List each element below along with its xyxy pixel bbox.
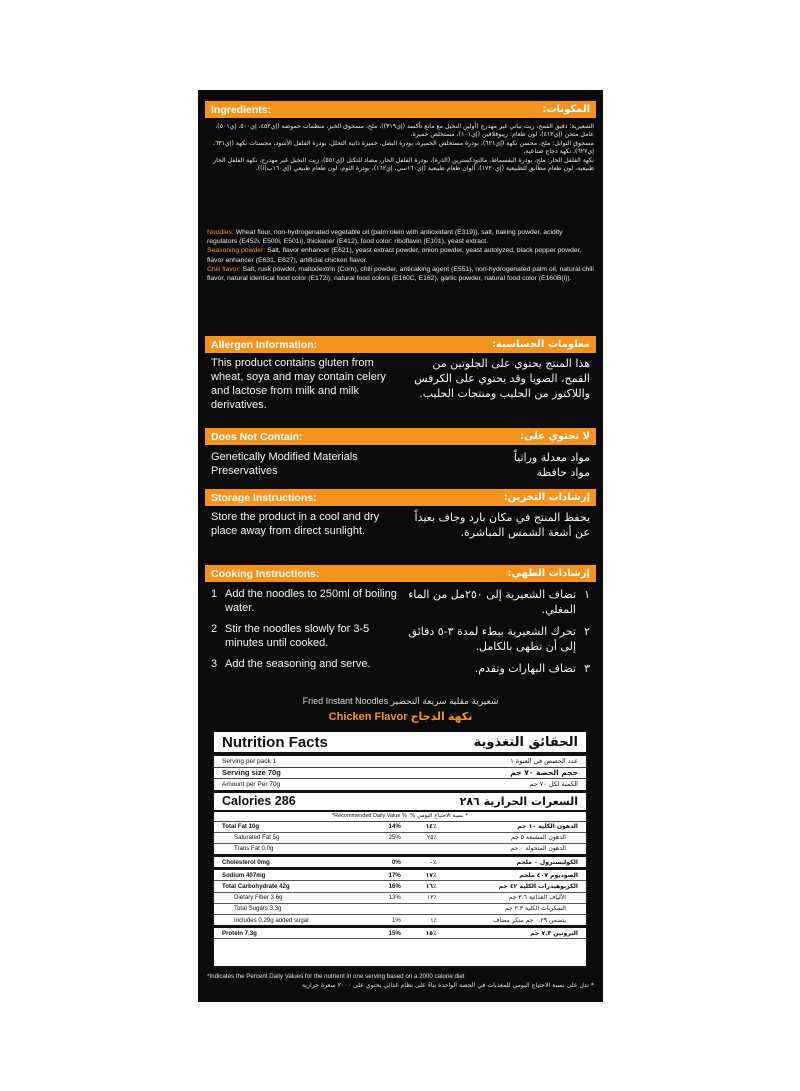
nutrient-name-ar: الكوليسترول ٠ ملجم (440, 856, 586, 869)
seasoning-text: Salt, flavor enhancer (E621), yeast extract powder, onion powder, yeast autolyzed, black pepper powder, flavor enhancer (E631, E627), artificial chicken flavor. (207, 247, 582, 264)
ingredients-arabic (207, 123, 594, 173)
nutrient-name-ar: الكربوهيدرات الكلية ٤٢ جم (440, 881, 586, 892)
dv-header-ar: * نسبة الاحتياج اليومي % (410, 813, 468, 819)
nutrient-dv-ar (404, 843, 440, 855)
footnote-ar: * تدل على نسبة الاحتياج اليومي للمغذيات في الحصة الواحدة بناءً على نظام غذائي يحتوي على ٢٠٠٠ سعرة حرارية (301, 982, 594, 989)
step-text: تحرك الشعيرية ببطء لمدة ٣-٥ دقائق إلى أن تطهى بالكامل. (408, 625, 576, 653)
nutrient-dv-ar (404, 903, 440, 914)
not-contain-header (205, 428, 596, 445)
step-number: 1 (211, 588, 218, 600)
not-contain-list-ar (404, 450, 590, 480)
nutrition-title-en: Nutrition Facts (222, 733, 328, 751)
not-contain-title-en: Does Not Contain: (211, 430, 303, 443)
not-contain-content (211, 450, 590, 480)
nutrient-row (214, 832, 586, 843)
nutrient-row (214, 869, 586, 881)
nutrient-dv-ar: ٪١٤ (404, 822, 440, 833)
ingredients-ar-seasoning: مسحوق التوابل: ملح، محسن نكهة (إي٦٢١)، بودرة مستخلص الخميرة، بودرة البصل، خميرة ذاتية التحلل، بودرة الفلفل الأسود، محسنات نكهة (إي٦٣١، إي٦٢٧)، نكهة دجاج صناعية. (212, 139, 594, 156)
nutrient-dv-ar: ٪٢٥ (404, 832, 440, 843)
ingredients-en-noodles (207, 228, 594, 246)
nutrient-name-en: Saturated Fat 5g (214, 832, 364, 843)
not-contain-gmo-ar: مواد معدلة وراثياً (513, 451, 590, 464)
nutrient-dv-en: 1% (364, 915, 404, 927)
not-contain-preservatives-ar: مواد حافظة (536, 466, 590, 479)
allergen-title-en: Allergen Information: (211, 338, 318, 351)
seasoning-label: Seasoning powder: (207, 247, 266, 255)
nutrient-name-ar: الدهون المتحولة ٠ جم (440, 843, 586, 855)
product-flavor: Chicken Flavor نكهة الدجاج (328, 711, 473, 723)
serving-size-en: Serving size 70g (222, 768, 281, 778)
nutrition-title-ar: الحقائق التغذوية (473, 734, 578, 750)
serving-size-row (214, 768, 586, 780)
allergen-header (205, 336, 596, 353)
dv-header-en: *Recommended Daily Value % (332, 813, 407, 819)
step-text: تضاف الشعيرية إلى ٢٥٠مل من الماء المغلي. (408, 588, 576, 616)
storage-title-en: Storage Instructions: (211, 491, 317, 504)
amount-per-row (214, 779, 586, 793)
cooking-step-en (211, 587, 397, 615)
cooking-step-ar (404, 661, 590, 676)
ingredients-english (207, 228, 594, 283)
step-text: Add the seasoning and serve. (225, 658, 371, 670)
cooking-content (211, 587, 590, 683)
nutrient-name-ar: الدهون الكلية ١٠ جم (440, 822, 586, 833)
ingredients-title-ar: المكونات: (542, 104, 590, 115)
footnote-en: *Indicates the Percent Daily Values for the nutrient in one serving based on a 2000 calorie diet (207, 973, 465, 980)
not-contain-title-ar: لا تحتوي على: (520, 431, 590, 442)
step-text: Add the noodles to 250ml of boiling water. (225, 588, 397, 614)
nutrient-row (214, 927, 586, 939)
step-number: ٣ (584, 662, 590, 675)
nutrient-dv-ar: ٪١٧ (404, 869, 440, 881)
allergen-text-ar: هذا المنتج يحتوي على الجلوتين من القمح، الصويا وقد يحتوي على الكرفس واللاكتوز من الحليب ومنتجات الحليب. (414, 357, 590, 400)
step-number: ٢ (584, 625, 590, 638)
not-contain-list-en (211, 450, 397, 480)
nutrient-row (214, 856, 586, 869)
ingredients-ar-noodles: الشعيرية: دقيق القمح، زيت نباتي غير مهدرج (أولين النخيل مع مانع تأكسد (إي٣١٩))، ملح، مسحوق الخبز، منظمات حموضة (إي٤٥٢، إي٥٠٠، إي٥٠١)، عامل مثخن (إي٤١٢)، لون طعام: ريبوفلافين (إي١٠١)، مستخلص خميرة. (215, 123, 594, 139)
nutrient-dv-ar: ٪٠ (404, 856, 440, 869)
cooking-title-ar: إرشادات الطهي: (507, 568, 590, 579)
nutrient-dv-en: 25% (364, 832, 404, 843)
nutrient-name-en: Total Fat 10g (214, 822, 364, 833)
nutrient-name-ar: الألياف الغذائية ٣.٦ جم (440, 892, 586, 903)
nutrient-name-ar: الصوديوم ٤٠٧ ملجم (440, 869, 586, 881)
nutrient-dv-ar: ٪١٣ (404, 892, 440, 903)
storage-content (211, 510, 590, 540)
noodles-label: Noodles: (207, 229, 234, 236)
product-name (198, 696, 603, 723)
calories-row (214, 793, 586, 812)
nutrient-dv-en: 0% (364, 856, 404, 869)
nutrient-name-en: Dietary Fiber 3.6g (214, 892, 364, 903)
not-contain-gmo-en: Genetically Modified Materials (211, 451, 358, 463)
cooking-title-en: Cooking Instructions: (211, 567, 320, 580)
storage-title-ar: إرشادات التخزين: (503, 492, 590, 503)
nutrient-dv-en: 16% (364, 881, 404, 892)
nutrient-row (214, 915, 586, 927)
calories-en: Calories 286 (222, 794, 296, 808)
nutrient-dv-en: 13% (364, 892, 404, 903)
nutrient-name-ar: يتضمن ٠.٢٩ جم سكر مضاف (440, 915, 586, 927)
storage-text-ar: يحفظ المنتج في مكان بارد وجاف بعيداً عن أشعة الشمس المباشرة. (414, 511, 590, 539)
nutrient-name-en: Includes 0.29g added sugar (214, 915, 364, 927)
nutrient-dv-en: 17% (364, 869, 404, 881)
cooking-header (205, 565, 596, 582)
amount-per-ar: الكمية لكل ٧٠ جم (529, 780, 578, 789)
nutrient-name-ar: السكريات الكلية ٣.٣ جم (440, 903, 586, 914)
nutrient-row (214, 843, 586, 855)
step-text: Stir the noodles slowly for 3-5 minutes until cooked. (225, 623, 370, 649)
cooking-steps-en (211, 587, 397, 683)
storage-text-en: Store the product in a cool and dry place away from direct sunlight. (211, 511, 380, 537)
serving-per-pack-ar: عدد الحصص في العبوة ١ (510, 757, 578, 766)
product-label (198, 90, 603, 1002)
noodles-text: Wheat flour, non-hydrogenated vegetable oil (palm olein with antioxidant (E319)), salt, baking powder, acidity regulators (E452i, E500i, E501i), thickener (E412), food color: riboflavin (E101), yeast extract. (207, 229, 563, 246)
nutrient-name-en: Trans Fat 0.0g (214, 843, 364, 855)
amount-per-en: Amount per Per 70g (222, 780, 281, 788)
cooking-step-en (211, 657, 397, 671)
storage-header (205, 489, 596, 506)
nutrition-facts-panel (212, 730, 588, 968)
cooking-step-en (211, 622, 397, 650)
ingredients-header (205, 101, 596, 118)
calories-ar: السعرات الحرارية ٢٨٦ (459, 794, 578, 808)
serving-per-pack-en: Serving per pack 1 (222, 757, 277, 765)
ingredients-en-seasoning (207, 246, 594, 264)
allergen-content (211, 356, 590, 412)
cooking-steps-ar (404, 587, 590, 683)
nutrient-dv-ar: ٪١ (404, 915, 440, 927)
daily-value-header-row (214, 812, 586, 822)
cooking-step-ar (404, 624, 590, 654)
step-number: ١ (584, 588, 590, 601)
step-number: 2 (211, 623, 218, 635)
nutrient-name-en: Total Carbohydrate 42g (214, 881, 364, 892)
nutrient-name-en: Total Sugars 3.3g (214, 903, 364, 914)
chili-label: Chili flavor: (207, 265, 241, 273)
nutrition-footnote (207, 972, 594, 990)
nutrient-row (214, 892, 586, 903)
not-contain-preservatives-en: Preservatives (211, 465, 278, 477)
step-text: تضاف البهارات وتقدم. (474, 662, 576, 675)
step-number: 3 (211, 658, 218, 670)
ingredients-ar-chili: نكهة الفلفل الحار: ملح، بودرة البقسماط، مالتودكسترين (الذرة)، بودرة الفلفل الحار، مضاد للتكتل (إي٥٥١)، زيت النخيل غير مهدرج، نكهة الفلفل الحار طبيعية، لون طعام مطابق للطبيعية (إي١٧٢٠)، ألوان طعام طبيعية (إي١٦٠سي، إي١٦٢)، بودرة الثوم، لون طعام طبيعي (إي١٦٠ب(i)). (213, 156, 594, 173)
nutrition-header (214, 732, 586, 756)
cooking-step-ar (404, 587, 590, 617)
ingredients-title-en: Ingredients: (211, 103, 272, 116)
chili-text: Salt, rusk powder, maltodextrin (Corn), chili powder, anticaking agent (E551), non-hydrogenated palm oil, natural chili flavor, natural identical food color (E172i), natural food colors (E160C, E162), garlic powder, natural food color (E160B(i)). (207, 265, 594, 283)
serving-per-pack-row (214, 756, 586, 768)
nutrient-dv-ar: ٪١٦ (404, 881, 440, 892)
nutrient-row (214, 822, 586, 833)
product-type: Fried Instant Noodles شعيرية مقلية سريعة التحضير (302, 696, 499, 706)
nutrient-dv-ar: ٪١٥ (404, 927, 440, 939)
ingredients-en-chili (207, 265, 594, 283)
nutrient-name-en: Protein 7.3g (214, 927, 364, 939)
allergen-text-en: This product contains gluten from wheat, soya and may contain celery and lactose from milk and milk derivatives. (211, 357, 386, 411)
serving-size-ar: حجم الحصة ٧٠ جم (510, 768, 578, 778)
allergen-title-ar: معلومات الحساسية: (492, 339, 590, 350)
nutrients-table (214, 822, 586, 940)
nutrient-name-en: Cholesterol 0mg (214, 856, 364, 869)
nutrient-name-ar: الدهون المشبعة ٥ جم (440, 832, 586, 843)
nutrient-row (214, 903, 586, 914)
nutrient-row (214, 881, 586, 892)
nutrient-name-ar: البروتين ٧.٣ جم (440, 927, 586, 939)
nutrient-dv-en: 14% (364, 822, 404, 833)
nutrient-dv-en: 15% (364, 927, 404, 939)
nutrient-dv-en (364, 903, 404, 914)
nutrient-dv-en (364, 843, 404, 855)
nutrient-name-en: Sodium 407mg (214, 869, 364, 881)
